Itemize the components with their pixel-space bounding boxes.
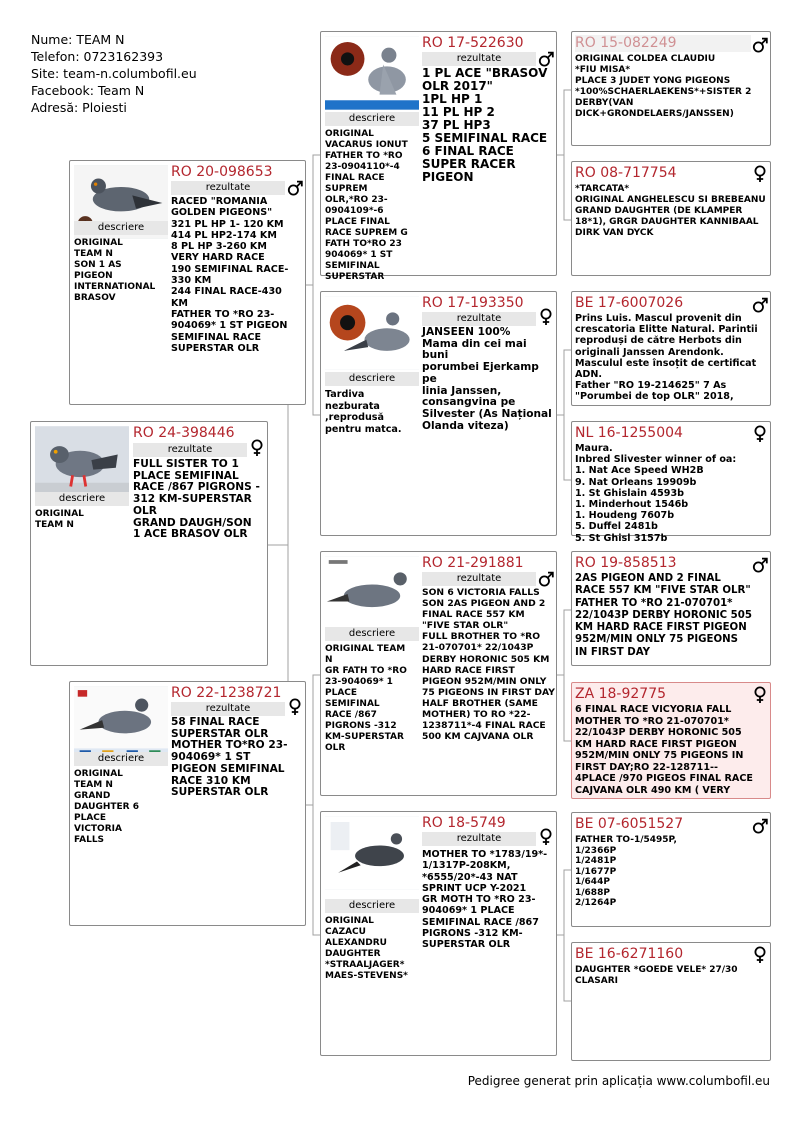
ring-number: RO 18-5749 bbox=[422, 815, 506, 831]
owner-address: Adresă: Ploiesti bbox=[31, 100, 127, 115]
pigeon-results: SON 6 VICTORIA FALLS SON 2AS PIGEON AND 2 FINAL RACE 557 KM "FIVE STAR OLR" FULL BROTHER TO *RO 21-070701* 22/1043P DERBY HORONIC 505 KM HARD RACE FIRST PIGEON 952M/MIN ONLY 75 PIGEONS IN FIRST DAY HALF BROTHER (SAME MOTHER) TO RO *22- 1238711*-4 FINAL RACE 500 KM CAJVANA OLR bbox=[422, 587, 555, 743]
pedigree-card-ddd[interactable] bbox=[571, 942, 771, 1061]
female-symbol-icon bbox=[538, 828, 554, 846]
pigeon-results: JANSEEN 100% Mama din cei mai buni porumbei Ejerkamp pe linia Janssen, consangvina pe Silvester (As Național Olanda viteza) bbox=[422, 326, 552, 432]
female-symbol-icon bbox=[752, 686, 768, 704]
male-symbol-icon bbox=[752, 817, 768, 835]
female-symbol-icon bbox=[752, 425, 768, 443]
ring-number: RO 17-522630 bbox=[422, 35, 524, 51]
owner-info bbox=[31, 31, 197, 116]
pigeon-photo[interactable] bbox=[325, 296, 419, 370]
pigeon-photo[interactable] bbox=[74, 686, 168, 760]
pedigree-card-dsd[interactable] bbox=[571, 682, 771, 799]
pigeon-results: FULL SISTER TO 1 PLACE SEMIFINAL RACE /867 PIGRONS - 312 KM-SUPERSTAR OLR GRAND DAUGH/SON 1 ACE BRASOV OLR bbox=[133, 458, 260, 541]
pedigree-card-sire[interactable] bbox=[69, 160, 306, 405]
pigeon-results: MOTHER TO *1783/19*- 1/1317P-208KM, *6555/20*-43 NAT SPRINT UCP Y-2021 GR MOTH TO *RO 23- 904069* 1 PLACE SEMIFINAL RACE /867 PIGRONS -312 KM- SUPERSTAR OLR bbox=[422, 849, 548, 951]
pigeon-notes: ORIGINAL TEAM N GRAND DAUGHTER 6 PLACE VICTORIA FALLS bbox=[74, 769, 139, 845]
pigeon-notes: Tardiva nezburata ,reprodusă pentru matca. bbox=[325, 389, 402, 435]
pigeon-results: *TARCATA* ORIGINAL ANGHELESCU SI BREBEANU GRAND DAUGHTER (DE KLAMPER 18*1), GRGR DAUGHTER KANNIBAAL DIRK VAN DYCK bbox=[575, 184, 766, 238]
pedigree-card-dam-dam[interactable] bbox=[320, 811, 557, 1056]
pigeon-photo[interactable] bbox=[325, 36, 419, 110]
ring-number: BE 07-6051527 bbox=[575, 816, 684, 832]
description-button[interactable]: descriere bbox=[325, 372, 419, 386]
female-symbol-icon bbox=[538, 308, 554, 326]
pedigree-card-dss[interactable] bbox=[571, 551, 771, 666]
male-symbol-icon bbox=[538, 570, 554, 588]
results-button[interactable] bbox=[575, 35, 751, 52]
female-symbol-icon bbox=[287, 698, 303, 716]
ring-number: RO 21-291881 bbox=[422, 555, 524, 571]
pigeon-notes: ORIGINAL TEAM N GR FATH TO *RO 23-904069* 1 PLACE SEMIFINAL RACE /867 PIGRONS -312 KM-SUPERSTAR OLR bbox=[325, 644, 407, 753]
pedigree-card-ssd[interactable] bbox=[571, 161, 771, 276]
pedigree-card-sds[interactable] bbox=[571, 291, 771, 406]
results-button[interactable]: rezultate bbox=[171, 702, 285, 716]
pigeon-notes: ORIGINAL TEAM N bbox=[35, 509, 84, 530]
description-button[interactable]: descriere bbox=[325, 627, 419, 641]
male-symbol-icon bbox=[752, 36, 768, 54]
pedigree-card-dds[interactable] bbox=[571, 812, 771, 927]
description-button[interactable]: descriere bbox=[35, 492, 129, 506]
pedigree-card-sire-dam[interactable] bbox=[320, 291, 557, 536]
pedigree-card-sdd[interactable] bbox=[571, 421, 771, 544]
ring-number: RO 24-398446 bbox=[133, 425, 235, 441]
results-button[interactable]: rezultate bbox=[133, 443, 247, 457]
male-symbol-icon bbox=[287, 179, 303, 197]
owner-facebook: Facebook: Team N bbox=[31, 83, 145, 98]
pedigree-card-dam[interactable] bbox=[69, 681, 306, 926]
pigeon-results: ORIGINAL COLDEA CLAUDIU *FIU MISA* PLACE 3 JUDET YONG PIGEONS *100%SCHAERLAEKENS*+SISTER 2 DERBY(VAN DICK+GRONDELAERS/JANSSEN) bbox=[575, 54, 752, 119]
pigeon-results: 6 FINAL RACE VICYORIA FALL MOTHER TO *RO 21-070701* 22/1043P DERBY HORONIC 505 KM HARD RACE FIRST PIGEON 952M/MIN ONLY 75 PIGEONS IN FIRST DAY;RO 22-128711-- 4PLACE /970 PIGEOS FINAL RACE CAJVANA OLR 490 KM ( VERY bbox=[575, 704, 753, 796]
pedigree-card-dam-sire[interactable] bbox=[320, 551, 557, 796]
footer-credit: Pedigree generat prin aplicația www.columbofil.eu bbox=[467, 1074, 770, 1088]
ring-number: RO 19-858513 bbox=[575, 555, 677, 571]
pedigree-card-sss[interactable] bbox=[571, 31, 771, 146]
ring-number: RO 22-1238721 bbox=[171, 685, 282, 701]
ring-number: ZA 18-92775 bbox=[575, 686, 667, 702]
pigeon-results: RACED "ROMANIA GOLDEN PIGEONS" 321 PL HP 1- 120 KM 414 PL HP2-174 KM 8 PL HP 3-260 KM VERY HARD RACE 190 SEMIFINAL RACE- 330 KM 244 FINAL RACE-430 KM FATHER TO *RO 23- 904069* 1 ST PIGEON SEMIFINAL RACE SUPERSTAR OLR bbox=[171, 196, 289, 354]
pigeon-photo[interactable] bbox=[325, 556, 419, 630]
pigeon-results: FATHER TO-1/5495P, 1/2366P 1/2481P 1/1677P 1/644P 1/688P 2/1264P bbox=[575, 835, 677, 908]
pigeon-results: DAUGHTER *GOEDE VELE* 27/30 CLASARI bbox=[575, 965, 738, 986]
pigeon-results: Prins Luis. Mascul provenit din crescatoria Elitte Natural. Parintii reproduși de către Herbots din originali Janssen Arendonk. Masculul este însoțit de certificat ADN. Father "RO 19-214625" 7 As "Porumbei de top OLR" 2018, bbox=[575, 313, 758, 403]
ring-number: RO 17-193350 bbox=[422, 295, 524, 311]
pigeon-photo[interactable] bbox=[325, 816, 419, 890]
pigeon-photo[interactable] bbox=[35, 426, 129, 500]
pedigree-card-subject[interactable] bbox=[30, 421, 268, 666]
pigeon-results: 1 PL ACE "BRASOV OLR 2017" 1PL HP 1 11 PL HP 2 37 PL HP3 5 SEMIFINAL RACE 6 FINAL RACE SUPER RACER PIGEON bbox=[422, 66, 548, 184]
owner-name: Nume: TEAM N bbox=[31, 32, 125, 47]
description-button[interactable]: descriere bbox=[325, 899, 419, 913]
pigeon-notes: ORIGINAL VACARUS IONUT FATHER TO *RO 23-0904110*-4 FINAL RACE SUPREM OLR,*RO 23- 0904109*-6 PLACE FINAL RACE SUPREM G FATH TO*RO 23 904069* 1 ST SEMIFINAL SUPERSTAR bbox=[325, 129, 408, 282]
pigeon-results: 58 FINAL RACE SUPERSTAR OLR MOTHER TO*RO 23- 904069* 1 ST PIGEON SEMIFINAL RACE 310 KM SUPERSTAR OLR bbox=[171, 716, 288, 799]
pigeon-results: Maura. Inbred Slivester winner of oa: 1. Nat Ace Speed WH2B 9. Nat Orleans 19909b 1. St Ghislain 4593b 1. Minderhout 1546b 1. Houdeng 7607b 5. Duffel 2481b 5. St Ghisl 3157b bbox=[575, 443, 737, 544]
ring-number: RO 08-717754 bbox=[575, 165, 677, 181]
ring-number: RO 20-098653 bbox=[171, 164, 273, 180]
results-button[interactable]: rezultate bbox=[422, 832, 536, 846]
male-symbol-icon bbox=[752, 296, 768, 314]
ring-number: NL 16-1255004 bbox=[575, 425, 683, 441]
owner-site: Site: team-n.columbofil.eu bbox=[31, 66, 197, 81]
ring-number: BE 17-6007026 bbox=[575, 295, 684, 311]
description-button[interactable]: descriere bbox=[74, 752, 168, 766]
female-symbol-icon bbox=[752, 946, 768, 964]
male-symbol-icon bbox=[752, 556, 768, 574]
pigeon-results: 2AS PIGEON AND 2 FINAL RACE 557 KM "FIVE STAR OLR" FATHER TO *RO 21-070701* 22/1043P DERBY HORONIC 505 KM HARD RACE FIRST PIGEON 952M/MIN ONLY 75 PIGEONS IN FIRST DAY bbox=[575, 573, 752, 658]
description-button[interactable]: descriere bbox=[325, 112, 419, 126]
female-symbol-icon bbox=[752, 165, 768, 183]
ring-number: BE 16-6271160 bbox=[575, 946, 684, 962]
results-button[interactable]: rezultate bbox=[422, 572, 536, 586]
female-symbol-icon bbox=[249, 439, 265, 457]
pigeon-notes: ORIGINAL CAZACU ALEXANDRU DAUGHTER *STRAALJAGER* MAES-STEVENS* bbox=[325, 916, 408, 981]
pigeon-notes: ORIGINAL TEAM N SON 1 AS PIGEON INTERNATIONAL BRASOV bbox=[74, 238, 156, 303]
results-button[interactable]: rezultate bbox=[171, 181, 285, 195]
pedigree-card-sire-sire[interactable] bbox=[320, 31, 557, 282]
description-button[interactable]: descriere bbox=[74, 221, 168, 235]
results-button[interactable]: rezultate bbox=[422, 52, 536, 66]
owner-phone: Telefon: 0723162393 bbox=[31, 49, 164, 64]
results-button[interactable]: rezultate bbox=[422, 312, 536, 326]
